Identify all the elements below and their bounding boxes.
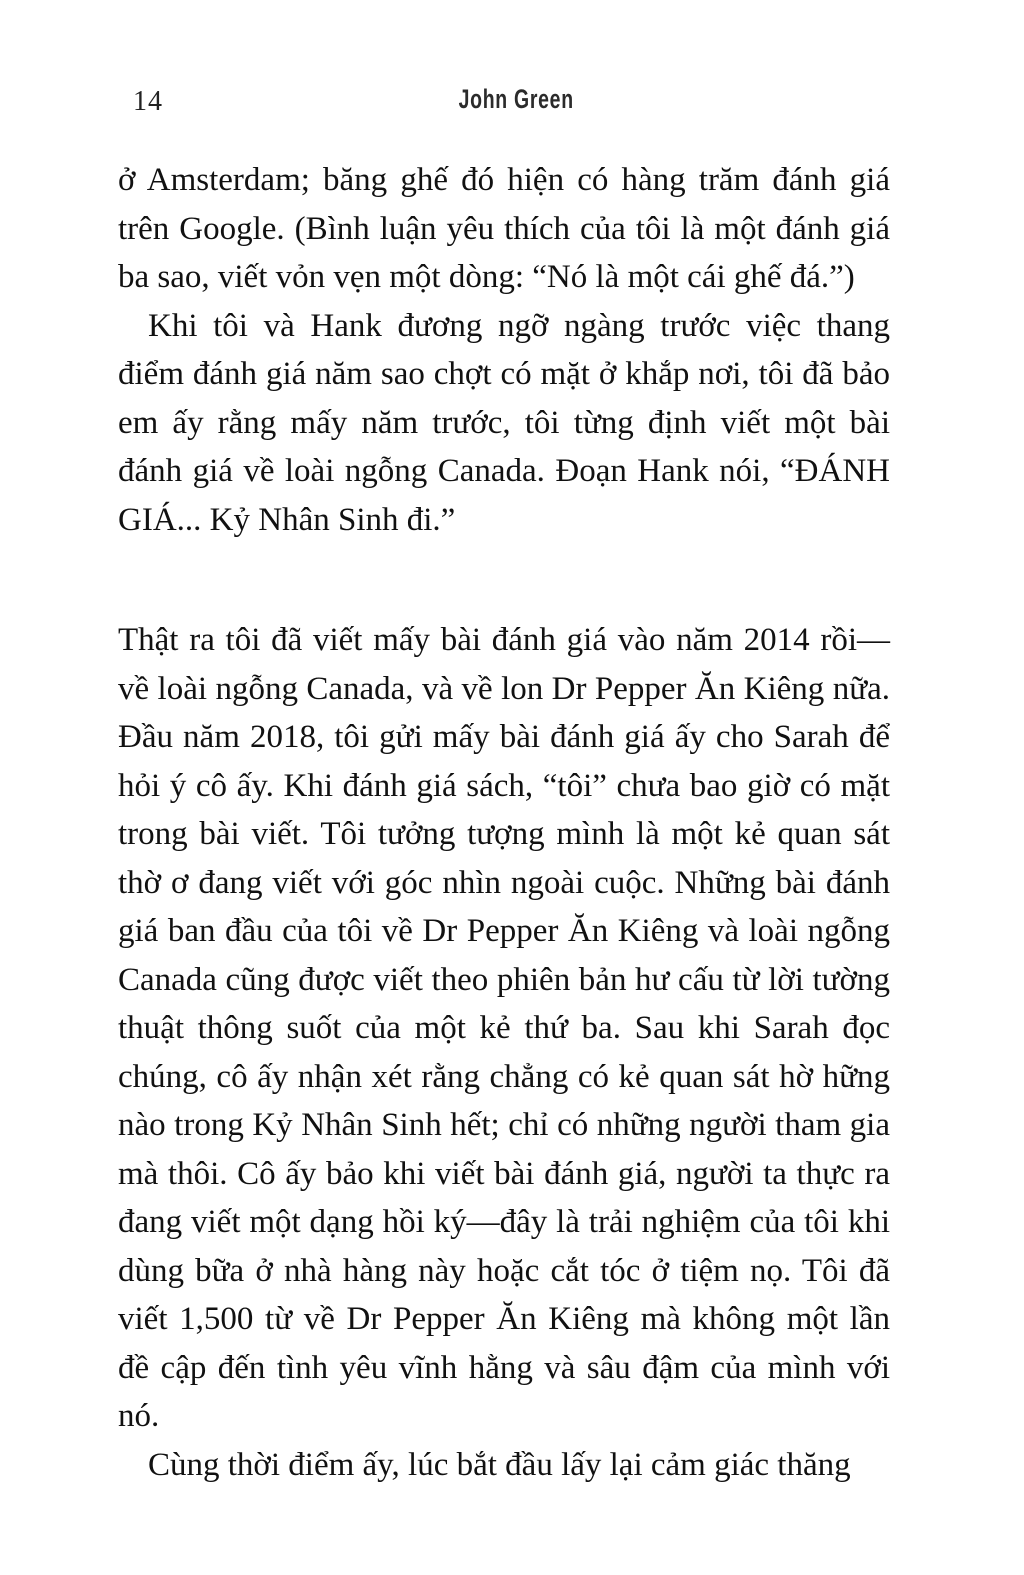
- body-paragraph: Khi tôi và Hank đương ngỡ ngàng trước việc thang điểm đánh giá năm sao chợt có mặt ở khắp nơi, tôi đã bảo em ấy rằng mấy năm trước, tôi từng định viết một bài đánh giá về loài ngỗng Canada. Đoạn Hank nói, “ĐÁNH GIÁ... Kỷ Nhân Sinh đi.”: [118, 307, 890, 538]
- page-number: 14: [133, 86, 163, 117]
- page-header: [0, 84, 1024, 118]
- page-body: [118, 156, 890, 1489]
- body-paragraph: Cùng thời điểm ấy, lúc bắt đầu lấy lại cảm giác thăng: [148, 1446, 851, 1483]
- body-paragraph: Thật ra tôi đã viết mấy bài đánh giá vào năm 2014 rồi—về loài ngỗng Canada, và về lon Dr Pepper Ăn Kiêng nữa. Đầu năm 2018, tôi gửi mấy bài đánh giá ấy cho Sarah để hỏi ý cô ấy. Khi đánh giá sách, “tôi” chưa bao giờ có mặt trong bài viết. Tôi tưởng tượng mình là một kẻ quan sát thờ ơ đang viết với góc nhìn ngoài cuộc. Những bài đánh giá ban đầu của tôi về Dr Pepper Ăn Kiêng và loài ngỗng Canada cũng được viết theo phiên bản hư cấu từ lời tường thuật thông suốt của một kẻ thứ ba. Sau khi Sarah đọc chúng, cô ấy nhận xét rằng chẳng có kẻ quan sát hờ hững nào trong Kỷ Nhân Sinh hết; chỉ có những người tham gia mà thôi. Cô ấy bảo khi viết bài đánh giá, người ta thực ra đang viết một dạng hồi ký—đây là trải nghiệm của tôi khi dùng bữa ở nhà hàng này hoặc cắt tóc ở tiệm nọ. Tôi đã viết 1,500 từ về Dr Pepper Ăn Kiêng mà không một lần đề cập đến tình yêu vĩnh hằng và sâu đậm của mình với nó.: [118, 622, 890, 1434]
- body-paragraph: ở Amsterdam; băng ghế đó hiện có hàng trăm đánh giá trên Google. (Bình luận yêu thích của tôi là một đánh giá ba sao, viết vỏn vẹn một dòng: “Nó là một cái ghế đá.”): [118, 162, 890, 295]
- running-header-author: John Green: [458, 84, 574, 114]
